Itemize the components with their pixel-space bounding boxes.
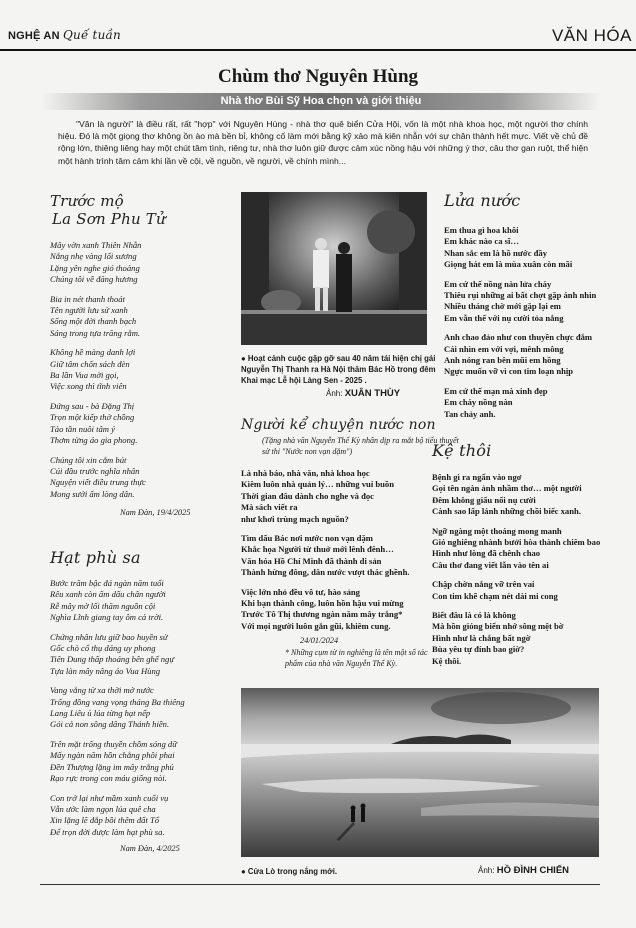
credit-name: XUÂN THÙY bbox=[344, 388, 401, 399]
poem-4-title: Lửa nước bbox=[444, 191, 521, 210]
poem-1-stanza: Chúng tôi xin cắm bút Cúi đầu trước nghĩa nhân Nguyện viết điều trung thực Mong sưởi ấm lòng dân. bbox=[50, 454, 146, 499]
poem-1-title-line-1: Trước mộ bbox=[50, 192, 124, 210]
poem-2-stanza: Trên mặt trống thuyền chồm sóng dữ Mấy ngàn năm hồn chẳng phôi phai Đền Thượng lặng im mây trắng phủ Rạo rực trong con máu giống nòi. bbox=[50, 738, 177, 784]
poem-1-body bbox=[50, 240, 230, 508]
top-photo-caption: ● Hoạt cảnh cuộc gặp gỡ sau 40 năm tái hiện chị gái Nguyễn Thị Thanh ra Hà Nội thăm Bác Hồ trong đêm Khai mạc Lễ hội Làng Sen - 2025 . bbox=[241, 354, 436, 385]
poem-5-stanza: Chập chờn nắng vỡ trên vai Con tim khẽ chạm nét dài mi cong bbox=[432, 579, 558, 601]
brand-name: NGHỆ AN bbox=[8, 30, 60, 42]
poem-3-stanza: Tìm dấu Bác nơi nước non vạn dặm Khắc họa Người từ thuở mới lênh đênh… Văn hóa Hồ Chí Minh đã thành di sản Thành hừng đông, dân nước vượt thác ghềnh. bbox=[241, 533, 410, 578]
header-rule bbox=[0, 49, 636, 51]
poem-1-signature: Nam Đàn, 19/4/2025 bbox=[120, 508, 191, 517]
footer-rule bbox=[40, 884, 600, 885]
poem-2-stanza: Chứng nhân lưu giữ bao huyền sử Gốc chò cổ thụ dáng uy phong Tiên Dung thấp thoáng bên ghế ngự Tựa làn mây nâng áo Vua Hùng bbox=[50, 631, 175, 676]
poem-2-body bbox=[50, 578, 240, 846]
credit-label: Ảnh: bbox=[326, 389, 343, 398]
brand-script: Quế tuần bbox=[62, 28, 121, 42]
poem-2-signature: Nam Đàn, 4/2025 bbox=[120, 844, 180, 853]
poem-1-title bbox=[50, 192, 230, 228]
article-title: Chùm thơ Nguyên Hùng bbox=[217, 66, 419, 87]
poem-4-body bbox=[444, 225, 624, 428]
poem-3-dedication: (Tặng nhà văn Nguyễn Thế Kỳ nhân dịp ra mắt bộ tiểu thuyết sử thi "Nước non vạn dặm") bbox=[262, 436, 459, 456]
poem-1-title-line-2: La Sơn Phu Tử bbox=[52, 210, 166, 228]
newspaper-brand bbox=[8, 28, 121, 42]
poem-3-body bbox=[241, 468, 441, 640]
article-intro: "Văn là người" là điều rất, rất "hợp" với Nguyên Hùng - nhà thơ quê biển Cửa Hội, vốn là một nhà khoa học, một người thơ chính hiệu. Đó là một giọng thơ không ồn ào mà bền bỉ, không cố làm mới bằng kỹ xảo mà kiên nhẫn với sự chân thành hết mực. Viết về chủ đề rộng lớn, thiêng liêng hay một chút tâm tình, riêng tư, nhà thơ luôn giữ được cảm xúc nồng hậu với những ý thơ, câu thơ gan ruột, thể hiện một hành trình tâm cảm khi lần về cội, về nguồn, về người, về chính mình... bbox=[58, 119, 588, 166]
beach-scene-image bbox=[241, 688, 599, 857]
poem-1-stanza: Mây vờn xanh Thiên Nhẫn Nắng nhẹ vàng lối sương Lặng yên nghe gió thoảng Chúng tôi về đăng hương bbox=[50, 240, 142, 285]
poem-5-stanza: Ngỡ ngàng một thoáng mong manh Gió nghiêng nhành bưởi hòa thành chiêm bao Hình như lòng đã chênh chao Câu thơ đang viết lẫn vào tên ai bbox=[432, 525, 601, 570]
poem-5-stanza: Bệnh gì ra ngẩn vào ngơ Gọi tên ngàn ảnh nhầm thơ… một người Đêm không giấu nổi nụ cười Cành sao lấp lánh những chồi biếc xanh. bbox=[432, 472, 582, 517]
bottom-photo bbox=[241, 688, 599, 857]
bottom-photo-caption: ● Cửa Lò trong nắng mới. bbox=[241, 867, 338, 876]
poem-4-stanza: Em cứ thế nồng nàn lửa cháy Thiêu rụi những ai bất chợt gặp ánh nhìn Nhiều tháng chờ mới gặp lại em Em vẫn thế với nụ cười tỏa nắng bbox=[444, 278, 597, 323]
poem-2-stanza: Bước trăm bậc đá ngàn năm tuổi Rêu xanh còn ấm dấu chân người Rễ mây mờ lối thăm nguồn cội Nghìa Lĩnh giang tay ôm cả trời. bbox=[50, 578, 166, 623]
poem-1-stanza: Bia in nét thanh thoát Tên người lưu sử xanh Sống một đời thanh bạch Sáng trong tựa trăng rằm. bbox=[50, 293, 141, 338]
poem-1-stanza: Đứng sau - bà Đặng Thị Trọn một kiếp thờ chồng Tảo tần nuôi tâm ý Thơm từng áo gia phong. bbox=[50, 400, 138, 446]
poem-3-signature: 24/01/2024 bbox=[300, 636, 339, 645]
poem-2-stanza: Con trở lại như mầm xanh cuối vụ Vẫn ước làm ngọn lúa quê cha Xin lặng lẽ đắp bồi thêm đất Tổ Để trọn đời được làm hạt phù sa. bbox=[50, 792, 169, 837]
top-photo bbox=[241, 192, 427, 345]
poem-2-stanza: Vang vẳng từ xa thời mở nước Trống đồng vang vọng tháng Ba thiêng Lang Liêu ủ lúa từng hạt nếp Gói cả non sông dâng Thánh hiền. bbox=[50, 685, 185, 730]
top-photo-credit bbox=[326, 388, 400, 399]
poem-2-title: Hạt phù sa bbox=[50, 548, 141, 567]
poem-5-stanza: Biết đâu là có là không Mà hồn gióng biển nhớ sông mệt bờ Hình như là chẳng bất ngờ Bùa yêu tự đính bao giờ? Kệ thôi. bbox=[432, 610, 564, 666]
bottom-photo-credit bbox=[478, 865, 569, 876]
poem-3-stanza: Việc lớn nhỏ đều vô tư, hào sảng Khi bạn thành công, luôn hồn hậu vui mừng Trước Tô Thị thương ngàn năm mây trắng* Với mọi người luôn gắn gũi, khiêm cung. bbox=[241, 586, 404, 631]
poem-3-footnote: * Những cụm từ in nghiêng là tên một số tác phẩm của nhà văn Nguyễn Thế Kỳ. bbox=[285, 648, 428, 668]
poem-4-stanza: Em thua gì hoa khôi Em khác nào ca sĩ… Nhan sắc em là hồ nước đầy Giọng hát em là mùa xuân còn mãi bbox=[444, 225, 573, 270]
article-subtitle: Nhà thơ Bùi Sỹ Hoa chọn và giới thiệu bbox=[220, 95, 422, 107]
poem-4-stanza: Em cứ thế mạn mà xinh đẹp Em cháy nồng nàn Tan chảy anh. bbox=[444, 385, 548, 419]
poem-5-body bbox=[432, 472, 622, 675]
poem-4-stanza: Anh chao đảo như con thuyền chực đắm Cái nhìn em với vợi, mênh mông Anh nóng ran bên mũi em hồng Ngực muốn vỡ vì con tim loạn nhịp bbox=[444, 332, 593, 377]
stage-scene-image bbox=[241, 192, 427, 345]
section-name: VĂN HÓA bbox=[551, 26, 632, 45]
credit-name: HỒ ĐÌNH CHIẾN bbox=[496, 865, 570, 876]
poem-1-stanza: Không hề màng danh lợi Giữ tâm chốn sách đèn Ba lần Vua mời gọi, Việc xong thì tĩnh viên bbox=[50, 347, 136, 392]
poem-3-title: Người kể chuyện nước non bbox=[241, 417, 436, 433]
poem-3-stanza: Là nhà báo, nhà văn, nhà khoa học Kiêm luôn nhà quản lý… những vui buồn Thời gian đâu dành cho nghe và đọc Mà sách viết ra như khơi trùng mạch nguồn? bbox=[241, 468, 394, 524]
poem-5-title: Kệ thôi bbox=[432, 441, 492, 460]
credit-label: Ảnh: bbox=[478, 866, 495, 875]
